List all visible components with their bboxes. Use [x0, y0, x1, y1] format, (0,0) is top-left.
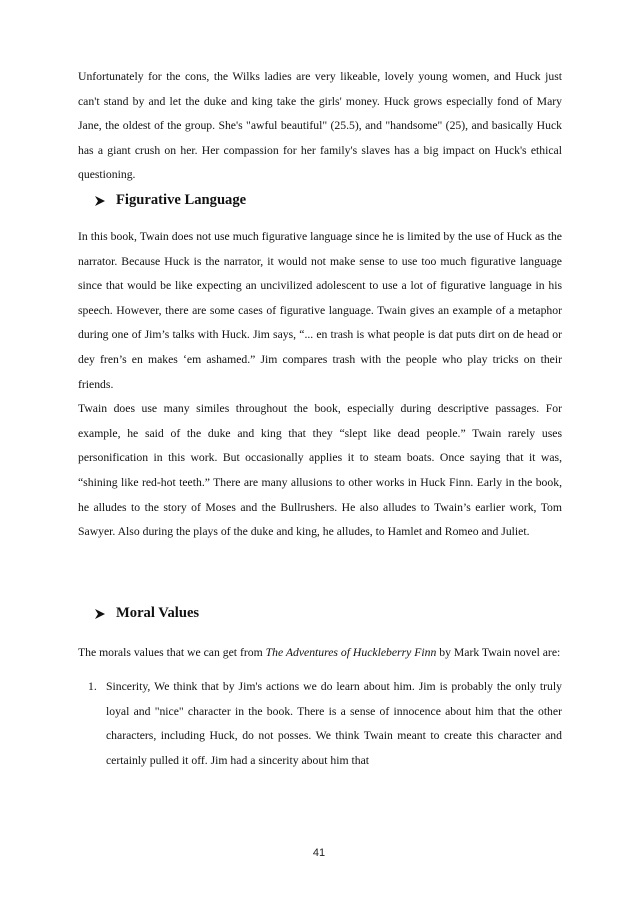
heading-text: Figurative Language: [116, 192, 247, 209]
intro-after: by Mark Twain novel are:: [436, 645, 561, 659]
book-title: The Adventures of Huckleberry Finn: [265, 645, 437, 659]
list-item: [78, 675, 562, 773]
paragraph-moral-intro: [78, 641, 562, 666]
heading-figurative-language: [94, 188, 562, 214]
paragraph-figurative-2: Twain does use many similes throughout the book, especially during descriptive passages. For example, he said of the duke and king that they “slept like dead people.” Twain rarely uses personification in this work. But occasionally applies it to steam boats. Once saying that it was, “shining like red-hot teeth.” There are many allusions to other works in Huck Finn. Early in the book, he alludes to the story of Moses and the Bullrushers. He also alludes to Twain’s earlier work, Tom Sawyer. Also during the plays of the duke and king, he alludes, to Hamlet and Romeo and Juliet.: [78, 402, 562, 539]
list-item-text: Sincerity, We think that by Jim's actions we do learn about him. Jim is probably the only truly loyal and "nice" character in the book. There is a sense of innocence about him that the other characters, including Huck, do not posses. We think Twain meant to create this character and certainly pulled it off. Jim had a sincerity about him that: [106, 680, 562, 768]
paragraph-figurative-1: In this book, Twain does not use much figurative language since he is limited by the use of Huck as the narrator. Because Huck is the narrator, it would not make sense to use too much figurative language since that would be like expecting an uncivilized adolescent to use a lot of figurative language in his speech. However, there are some cases of figurative language. Twain gives an example of a metaphor during one of Jim’s talks with Huck. Jim says, “... en trash is what people is dat puts dirt on de head or dey fren’s en makes ‘em ashamed.” Jim compares trash with the people who play tricks on their friends.: [78, 229, 562, 391]
list-item-number: 1.: [88, 680, 97, 694]
page-content: [78, 65, 562, 774]
heading-moral-values: [94, 601, 562, 627]
page-number: 41: [312, 847, 326, 859]
moral-values-list: [78, 675, 562, 773]
arrow-bullet-icon: [94, 195, 106, 207]
heading-text: Moral Values: [116, 605, 200, 622]
intro-before: The morals values that we can get from: [78, 645, 266, 659]
arrow-bullet-icon: [94, 608, 106, 620]
paragraph-wilks: Unfortunately for the cons, the Wilks ladies are very likeable, lovely young women, and Huck just can't stand by and let the duke and king take the girls' money. Huck grows especially fond of Mary Jane, the oldest of the group. She's "awful beautiful" (25.5), and "handsome" (25), and basically Huck has a giant crush on her. Her compassion for her family's slaves has a big impact on Huck's ethical questioning.: [78, 70, 562, 182]
